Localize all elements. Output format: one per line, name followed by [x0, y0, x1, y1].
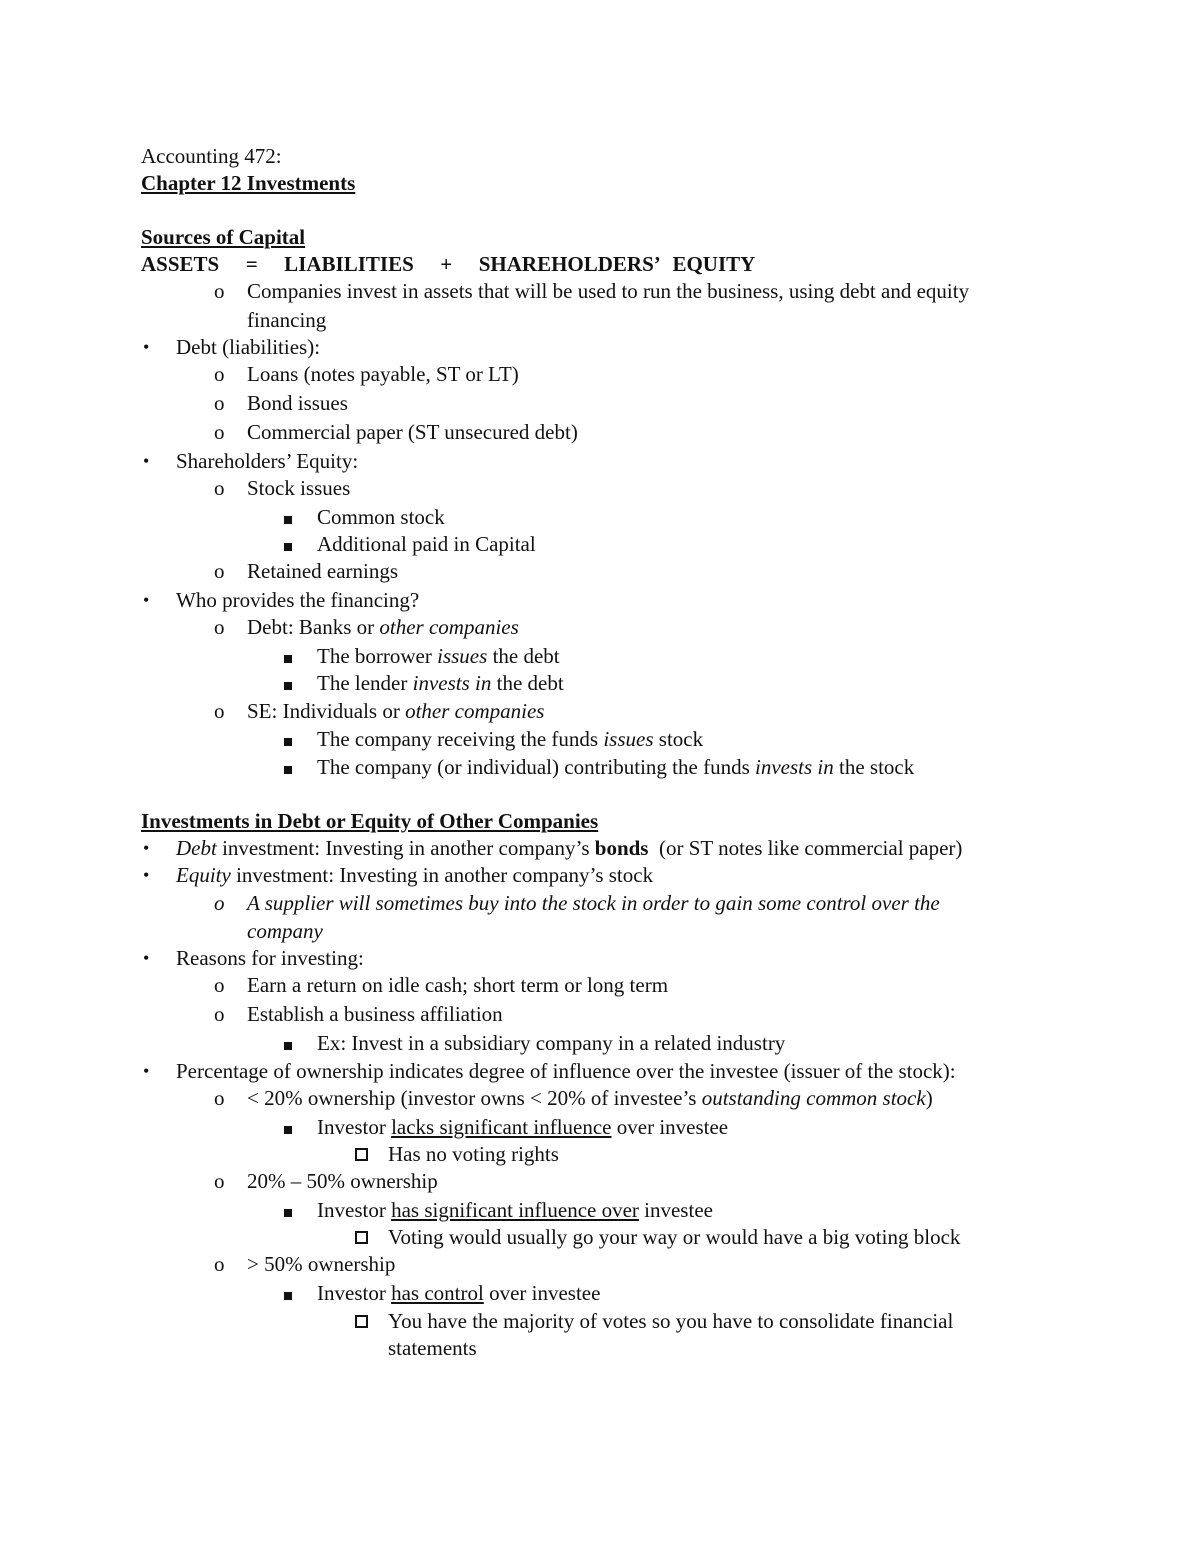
text-run: < 20% ownership (investor owns < 20% of investee’s	[247, 1086, 702, 1110]
list-item	[317, 726, 703, 752]
circle-bullet: o	[214, 699, 225, 723]
text-run: )	[925, 1086, 933, 1110]
square-bullet-icon	[284, 531, 292, 557]
list-item: Debt (liabilities):	[176, 335, 321, 359]
text-run-italic: Debt	[176, 836, 217, 860]
square-bullet-icon	[284, 1030, 292, 1056]
list-item	[317, 1197, 713, 1223]
text-run-underline: lacks significant influence	[391, 1115, 612, 1139]
circle-bullet: o	[214, 973, 225, 997]
list-item: Ex: Invest in a subsidiary company in a related industry	[317, 1031, 786, 1055]
text-run: Investor	[317, 1115, 392, 1139]
text-run: The company receiving the funds	[317, 727, 604, 751]
text-run: the debt	[491, 671, 564, 695]
list-item	[176, 835, 962, 861]
text-run: investee	[638, 1198, 713, 1222]
list-item: Additional paid in Capital	[317, 532, 536, 556]
list-item	[317, 670, 564, 696]
list-item: Common stock	[317, 505, 445, 529]
circle-bullet: o	[214, 1252, 225, 1276]
list-item: Commercial paper (ST unsecured debt)	[247, 420, 578, 444]
circle-bullet: o	[214, 1002, 225, 1026]
square-bullet-icon	[284, 504, 292, 530]
list-item: Has no voting rights	[388, 1142, 559, 1166]
list-item: Shareholders’ Equity:	[176, 449, 359, 473]
list-item: Earn a return on idle cash; short term or long term	[247, 973, 669, 997]
list-item: Voting would usually go your way or would have a big voting block	[388, 1225, 961, 1249]
circle-bullet: o	[214, 420, 225, 444]
list-item: You have the majority of votes so you have to consolidate financial	[388, 1309, 954, 1333]
circle-bullet: o	[214, 391, 225, 415]
text-run: SE: Individuals or	[247, 699, 406, 723]
section-heading-sources: Sources of Capital	[141, 225, 306, 249]
text-run-underline: has control	[391, 1281, 484, 1305]
list-item: Percentage of ownership indicates degree of influence over the investee (issuer of the stock):	[176, 1059, 956, 1083]
list-item	[247, 698, 544, 724]
bullet: •	[143, 948, 150, 968]
text-run: over investee	[611, 1115, 729, 1139]
list-item: Bond issues	[247, 391, 348, 415]
text-run: The company (or individual) contributing the funds	[317, 755, 755, 779]
list-item	[317, 1114, 728, 1140]
bullet: •	[143, 451, 150, 471]
circle-bullet: o	[214, 362, 225, 386]
square-bullet-icon	[284, 1197, 292, 1223]
text-run-italic: Equity	[176, 863, 231, 887]
square-bullet-icon	[284, 643, 292, 669]
square-bullet-icon	[284, 1114, 292, 1140]
bullet: •	[143, 1061, 150, 1081]
text-run-italic: invests in	[412, 671, 492, 695]
text-run-italic: invests in	[755, 755, 834, 779]
square-bullet-icon	[284, 754, 292, 780]
circle-bullet: o	[214, 1086, 225, 1110]
list-item: Loans (notes payable, ST or LT)	[247, 362, 519, 386]
list-item: Establish a business affiliation	[247, 1002, 503, 1026]
list-item	[317, 754, 914, 780]
list-item: > 50% ownership	[247, 1252, 396, 1276]
circle-bullet: o	[214, 279, 225, 303]
text-run: investment: Investing in another company’s	[216, 836, 595, 860]
text-run: investment: Investing in another company’s stock	[230, 863, 654, 887]
text-run: The borrower	[317, 644, 438, 668]
text-run: Debt: Banks or	[247, 615, 380, 639]
text-run: the stock	[833, 755, 915, 779]
circle-bullet: o	[214, 891, 225, 915]
chapter-title: Chapter 12 Investments	[141, 171, 356, 195]
list-item	[317, 643, 560, 669]
text-run-bold: bonds	[594, 836, 649, 860]
text-run-italic: other companies	[405, 699, 545, 723]
text-run: Investor	[317, 1281, 392, 1305]
text-run: stock	[653, 727, 704, 751]
circle-bullet: o	[214, 615, 225, 639]
text-run-italic: issues	[437, 644, 488, 668]
square-bullet-icon	[284, 726, 292, 752]
text-run-italic: issues	[603, 727, 654, 751]
list-item-continued: company	[247, 919, 323, 943]
square-bullet-icon	[284, 670, 292, 696]
text-run: Investor	[317, 1198, 392, 1222]
text-run-underline: has significant influence over	[391, 1198, 639, 1222]
square-bullet-icon	[284, 1280, 292, 1306]
list-item-continued: financing	[247, 308, 327, 332]
text-run: over investee	[483, 1281, 601, 1305]
list-item	[247, 1085, 933, 1111]
list-item	[176, 862, 653, 888]
list-item: 20% – 50% ownership	[247, 1169, 438, 1193]
text-run: the debt	[487, 644, 560, 668]
list-item: A supplier will sometimes buy into the stock in order to gain some control over the	[247, 891, 940, 915]
list-item: Who provides the financing?	[176, 588, 420, 612]
checkbox-bullet-icon	[355, 1224, 368, 1250]
accounting-equation: ASSETS = LIABILITIES + SHAREHOLDERS’ EQUITY	[141, 252, 756, 276]
list-item	[247, 614, 519, 640]
circle-bullet: o	[214, 559, 225, 583]
list-item: Retained earnings	[247, 559, 399, 583]
text-run: The lender	[317, 671, 413, 695]
bullet: •	[143, 865, 150, 885]
list-item: Stock issues	[247, 476, 351, 500]
section-heading-investments: Investments in Debt or Equity of Other Companies	[141, 809, 599, 833]
text-run: (or ST notes like commercial paper)	[648, 836, 963, 860]
checkbox-bullet-icon	[355, 1141, 368, 1167]
text-run-italic: outstanding common stock	[701, 1086, 926, 1110]
list-item: Reasons for investing:	[176, 946, 364, 970]
bullet: •	[143, 337, 150, 357]
circle-bullet: o	[214, 1169, 225, 1193]
checkbox-bullet-icon	[355, 1308, 368, 1334]
list-item: Companies invest in assets that will be used to run the business, using debt and equity	[247, 279, 970, 303]
list-item	[317, 1280, 600, 1306]
circle-bullet: o	[214, 476, 225, 500]
text-run-italic: other companies	[379, 615, 519, 639]
bullet: •	[143, 838, 150, 858]
bullet: •	[143, 590, 150, 610]
course-title: Accounting 472:	[141, 144, 282, 168]
list-item-continued: statements	[388, 1336, 477, 1360]
